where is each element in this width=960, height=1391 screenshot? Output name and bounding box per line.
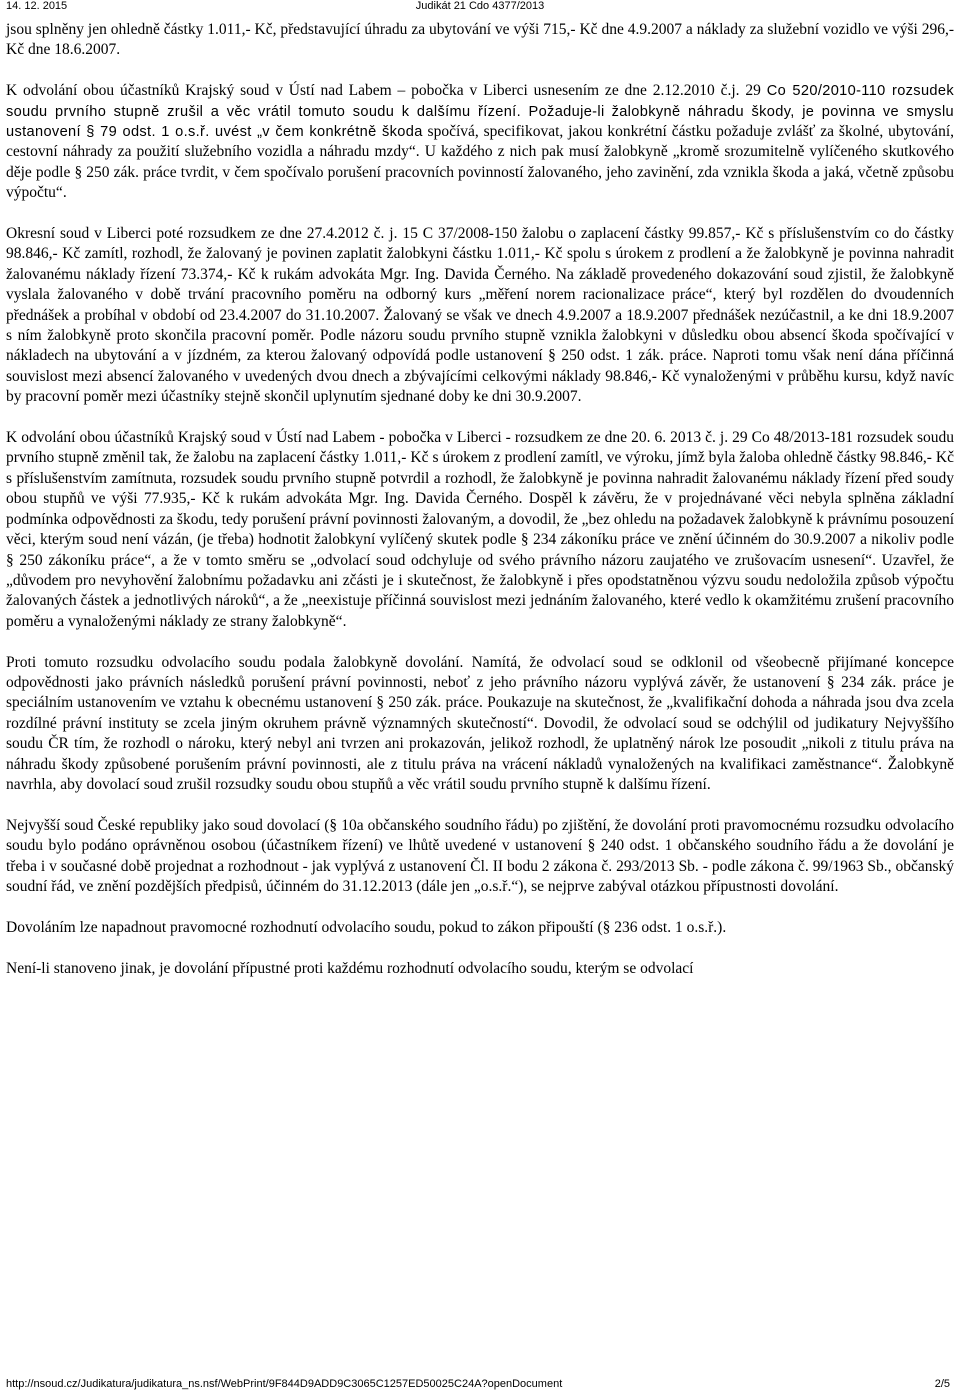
text-line: judikatury Nejvyššího soudu ČR tím, že rozhodl o nároku, který nebyl ani tvrzen ani prokazován, jelikož rozhodl,	[6, 714, 954, 753]
text-line: v ustanovení § 240 odst. 1 občanského soudního řádu a že dovolání je třeba i v současné době projednat a	[6, 837, 954, 875]
text-line: ubytování a v jízdném, za kterou žalovaný odpovídá podle ustanovení § 250 odst. 1 zák. práce. Naproti tomu však	[94, 347, 831, 365]
text-line: Okresní soud v Liberci poté rozsudkem ze dne 27.4.2012 č. j. 15 C 37/2008-150 žalobu o zaplacení částky 99.857,-	[6, 225, 741, 243]
text-line: a že „neexistuje příčinná souvislost mezi jednáním žalovaného, které vedlo k okamžitému zrušení pracovního	[273, 592, 954, 610]
text-line: rozdělen do dvoudenních přednášek a probíhal v období od 23.4.2007 do 31.10.2007. Žalovaný se však ve dnech	[6, 286, 954, 324]
text-line: pravomocnému rozsudku odvolacího soudu bylo podáno oprávněnou osobou (účastníkem řízení) ve lhůtě uvedené	[6, 816, 955, 855]
text-line: Nejvyšší soud České republiky jako soud dovolací (§ 10a občanského soudního řádu) po zjištění, že dovolání proti	[6, 816, 720, 834]
text-line: věci nebyla splněna základní podmínka odpovědnosti za škodu, tedy porušení právní povinnosti žalovaným, a	[6, 490, 955, 528]
paragraph	[6, 428, 954, 632]
text-line: hodnotit žalobkyní vylíčený skutek podle § 234 zákoníku práce ve znění účinném do 30.9.2007 a nikoliv podle §	[6, 531, 954, 569]
paragraph	[6, 20, 954, 61]
text-line: z titulu práva na vrácení nákladů vynaložených na kvalifikaci zaměstnance“. Žalobkyně navrhla, aby dovolací soud	[6, 755, 954, 793]
text-line: prodlení zamítl, ve výroku, jímž byla žaloba ohledně částky 98.846,- Kč s příslušenstvím zamítnuta, rozsudek	[6, 449, 954, 487]
text-line: 250 zákoníku práce“, a že v tomto směru se „odvolací soud odchyluje od svého právního názoru zaujatého ve	[19, 551, 730, 569]
text-line: rukám advokáta Mgr. Ing. Davida Černého. Na základě provedeného dokazování soud zjistil, že žalobkyně vyslala	[6, 265, 955, 304]
page-footer	[0, 1377, 960, 1391]
text-line: žalobkyně náhradu škody, je povinna ve smyslu ustanovení § 79 odst. 1 o.s.ř. uvést „v čem konkrétně škoda	[6, 103, 954, 141]
text-line: zavinění, zda vznikla škoda a jaká, včetně způsobu výpočtu“.	[6, 163, 955, 202]
paragraph	[6, 653, 954, 796]
page-header	[0, 0, 960, 13]
text-line: náklady za služební vozidlo ve výši 296,- Kč dne 18.6.2007.	[6, 21, 954, 59]
text-line: dovodil, že „bez ohledu na požadavek žalobkyně k právnímu posouzení věci, kterým soud není vázán, (je třeba)	[6, 510, 954, 549]
text-line: žalobkyně i přes opodstatněnou výzvu soudu nedoložila způsob výpočtu žalovaných částek a jednotlivých nároků“,	[6, 571, 955, 610]
paragraph-gap	[6, 795, 954, 815]
text-line: Podle názoru soudu prvního stupně vznikla žalobkyni v důsledku obou absencí škoda spočívající v nákladech na	[6, 327, 954, 365]
paragraph-gap	[6, 938, 954, 958]
text-line: soudu prvního stupně potvrdil a rozhodl, že žalobkyně je povinna nahradit žalovanému náklady řízení před soudy	[241, 469, 954, 487]
paragraph-gap	[6, 632, 954, 652]
paragraph-gap	[6, 408, 954, 428]
text-line: žalovaného v době trvání pracovního poměru na odborný kurs „měření norem racionalizace práce“, který byl	[57, 286, 783, 304]
text-line: Kč s příslušenstvím co do částky 98.846,- Kč zamítl, rozhodl, že žalovaný je povinen zaplatit žalobkyni částku	[6, 225, 954, 263]
text-line: otázkou přípustnosti dovolání.	[650, 877, 839, 895]
text-line: zrušovacím usnesení“. Uzavřel, že „důvodem pro nevyhovění žalobnímu požadavku ani zčásti je i skutečnost, že	[6, 551, 955, 589]
page-number: 2/5	[934, 1378, 950, 1390]
text-line: občanský soudní řád, ve znění pozdějších předpisů, účinném do 31.12.2013 (dále jen „o.s.ř.“), se nejprve zabýval	[6, 857, 955, 895]
text-line: Dovoláním lze napadnout pravomocné rozhodnutí odvolacího soudu, pokud to zákon připouští (§ 236 odst. 1 o.s.ř.).	[6, 918, 727, 936]
document-body	[6, 20, 954, 979]
paragraph	[6, 959, 954, 979]
text-line: Není-li stanoveno jinak, je dovolání přípustné proti každému rozhodnutí odvolacího soudu, kterým se odvolací	[6, 959, 694, 977]
text-line: spočívá, specifikovat, jakou konkrétní částku požaduje zvlášť za školné, ubytování, cestovní náhrady za použití	[6, 123, 954, 161]
text-line: obou stupňů ve výši 77.935,- Kč k rukám advokáta Mgr. Ing. Davida Černého. Dospěl k závěru, že v projednávané	[6, 490, 762, 508]
print-date: 14. 12. 2015	[6, 0, 68, 12]
text-line: právní instituty se zcela jiným okruhem právně významných skutečností“. Dovodil, že odvolací soud se odchýlil od	[62, 714, 809, 732]
text-line: skutkového děje podle § 250 zák. práce tvrdit, v čem spočívalo porušení pracovních povinností žalovaného, jeho	[6, 143, 955, 181]
text-line: K odvolání obou účastníků Krajský soud v Ústí nad Labem - pobočka v Liberci - rozsudkem ze dne 20. 6. 2013 č. j.	[6, 429, 729, 447]
text-line: není dána příčinná souvislost mezi absencí žalovaného v uvedených dvou dnech a zbývajícími celkovými náklady	[6, 347, 955, 385]
text-line: 29 Co 48/2013-181 rozsudek soudu prvního stupně změnil tak, že žalobu na zaplacení částky 1.011,- Kč s úrokem z	[6, 429, 955, 467]
text-line: zrušil rozsudky soudu obou stupňů a věc vrátil soudu prvního stupně k dalšímu řízení.	[176, 775, 711, 793]
text-line: K odvolání obou účastníků Krajský soud v Ústí nad Labem – pobočka v Liberci usnesením ze dne 2.12.2010 č.j. 29	[6, 82, 761, 100]
text-line: ustanovení § 250 zák. práce. Poukazuje na skutečnost, že „kvalifikační dohoda a náhrada jsou dva zcela rozdílné	[6, 694, 954, 732]
text-line: všeobecně přijímané koncepce odpovědnosti jako právních následků porušení právní povinnosti, neboť z jeho	[6, 653, 954, 691]
paragraph	[6, 918, 954, 938]
document-reference: Judikát 21 Cdo 4377/2013	[415, 0, 545, 12]
text-line: Co 520/2010-110 rozsudek soudu prvního stupně zrušil a věc vrátil tomuto soudu k dalšímu řízení. Požaduje-li	[6, 83, 954, 120]
paragraph-gap	[6, 61, 954, 81]
paragraph	[6, 816, 954, 898]
text-line: 1.011,- Kč spolu s úrokem z prodlení a že žalobkyně je povinna nahradit žalovanému náklady řízení 73.374,- Kč k	[6, 245, 955, 283]
text-line: Proti tomuto rozsudku odvolacího soudu podala žalobkyně dovolání. Namítá, že odvolací soud se odklonil od	[6, 653, 747, 671]
source-url: http://nsoud.cz/Judikatura/judikatura_ns.nsf/WebPrint/9F844D9ADD9C3065C1257ED50025C24A?openDocument	[6, 1378, 563, 1390]
paragraph	[6, 81, 954, 203]
text-line: jsou splněny jen ohledně částky 1.011,- Kč, představující úhradu za ubytování ve výši 715,- Kč dne 4.9.2007 a	[6, 21, 693, 38]
text-line: že uplatněný nárok lze posoudit „nikoli z titulu práva na náhradu škody způsobené porušením právní povinnosti, ale	[6, 735, 955, 773]
text-line: sjednané doby ke dni 30.9.2007.	[380, 388, 582, 406]
paragraph-gap	[6, 897, 954, 917]
paragraph-gap	[6, 204, 954, 224]
text-line: právního názoru vyplývá závěr, že ustanovení § 234 zák. práce je speciálním ustanovením ve vztahu k obecnému	[6, 673, 954, 712]
text-line: rozhodnout - jak vyplývá z ustanovení Čl. II bodu 2 zákona č. 293/2013 Sb. - podle zákona č. 99/1963 Sb.,	[228, 857, 892, 875]
paragraph	[6, 224, 954, 408]
text-line: poměru a vynaloženými náklady ze strany žalobkyně“.	[6, 612, 347, 630]
text-line: služebního vozidla a náhradu mzdy“. U každého z nich pak musí žalobkyně „kromě srozumitelně vylíčeného	[184, 143, 878, 161]
text-line: 4.9.2007 a 18.9.2007 přednášek nezúčastnil, a ke dni 18.9.2007 s ním žalobkyně proto skončila pracovní poměr.	[6, 306, 955, 345]
text-line: 98.846,- Kč vynaloženými v průběhu kursu, když navíc by pracovní poměr mezi účastníky stejně skončil uplynutím	[6, 367, 955, 406]
